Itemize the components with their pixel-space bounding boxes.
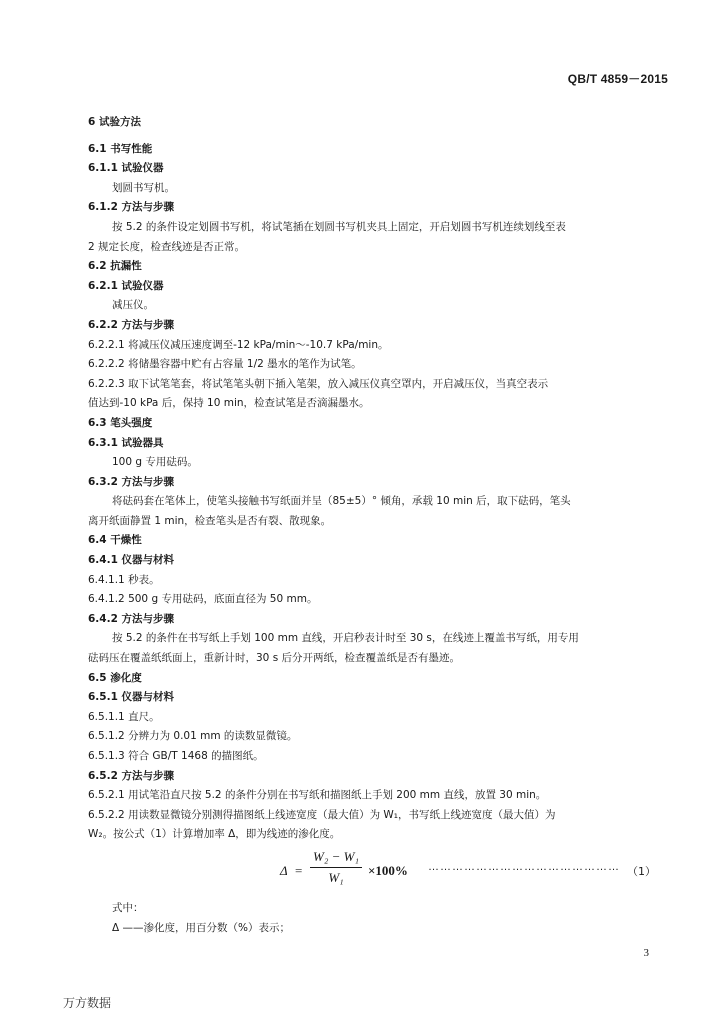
standard-code: QB/T 4859－2015 bbox=[567, 72, 668, 86]
clause-text: 6.5.1.3 符合 GB/T 1468 的描图纸。 bbox=[88, 750, 264, 762]
clause-text: 6.2.2.2 将储墨容器中贮有占容量 1/2 墨水的笔作为试笔。 bbox=[88, 358, 362, 371]
formula-fraction bbox=[310, 849, 362, 886]
clause-heading: 6.5.2 方法与步骤 bbox=[88, 769, 175, 782]
clause-heading: 6.3 笔头强度 bbox=[88, 416, 153, 429]
clause-text: 按 5.2 的条件设定划圆书写机，将试笔插在划圆书写机夹具上固定，开启划圆书写机连续划线至表 bbox=[112, 220, 566, 233]
clause-heading: 6.5 渗化度 bbox=[88, 671, 142, 684]
clause-text: 100 g 专用砝码。 bbox=[112, 456, 198, 469]
clause-heading: 6.3.2 方法与步骤 bbox=[88, 475, 175, 488]
clause-heading: 6.4.1 仪器与材料 bbox=[88, 554, 175, 567]
formula-equals: = bbox=[295, 862, 303, 878]
clause-heading: 6.2.2 方法与步骤 bbox=[88, 318, 175, 331]
clause-heading: 6.4.2 方法与步骤 bbox=[88, 612, 175, 625]
clause-heading: 6 试验方法 bbox=[88, 116, 141, 128]
clause-text: 6.4.1.1 秒表。 bbox=[88, 573, 160, 586]
formula-denominator: W₁ bbox=[328, 869, 344, 885]
clause-text: 值达到-10 kPa 后，保持 10 min，检查试笔是否滴漏墨水。 bbox=[88, 397, 370, 410]
clause-list bbox=[88, 113, 666, 845]
clause-text: 6.2.2.1 将减压仪减压速度调至-12 kPa/min～-10.7 kPa/min。 bbox=[88, 338, 389, 351]
clause-heading: 6.1 书写性能 bbox=[88, 142, 153, 155]
clause-heading: 6.3.1 试验器具 bbox=[88, 436, 164, 449]
clause-heading: 6.5.1 仪器与材料 bbox=[88, 691, 175, 704]
clause-text: 将砝码套在笔体上，使笔头接触书写纸面并呈（85±5）° 倾角，承载 10 min 后，取下砝码，笔头 bbox=[112, 495, 571, 508]
clause-heading: 6.1.1 试验仪器 bbox=[88, 162, 164, 175]
clause-heading: 6.2.1 试验仪器 bbox=[88, 279, 164, 292]
clause-heading: 6.2 抗漏性 bbox=[88, 260, 142, 273]
clause-text: 式中： bbox=[112, 901, 144, 914]
clause-text: 划圆书写机。 bbox=[112, 181, 175, 194]
clause-text: 6.5.1.1 直尺。 bbox=[88, 710, 160, 723]
formula-times-100: ×100% bbox=[368, 862, 408, 878]
where-list bbox=[88, 899, 666, 938]
clause-text: 离开纸面静置 1 min，检查笔头是否有裂、散现象。 bbox=[88, 514, 332, 527]
clause-text: 减压仪。 bbox=[112, 299, 154, 312]
clause-text: 6.4.1.2 500 g 专用砝码，底面直径为 50 mm。 bbox=[88, 593, 318, 606]
clause-heading: 6.4 干燥性 bbox=[88, 534, 142, 547]
page-number: 3 bbox=[643, 947, 649, 959]
clause-text: 砝码压在覆盖纸纸面上，重新计时，30 s 后分开两纸，检查覆盖纸是否有墨迹。 bbox=[88, 652, 461, 665]
document-body bbox=[88, 113, 666, 938]
spacer bbox=[88, 133, 666, 140]
clause-text: 6.5.2.1 用试笔沿直尺按 5.2 的条件分别在书写纸和描图纸上手划 200 mm 直线，放置 30 min。 bbox=[88, 789, 547, 802]
formula-numerator: W₂ − W₁ bbox=[310, 849, 362, 868]
clause-text: 6.2.2.3 取下试笔笔套，将试笔笔头朝下插入笔架，放入减压仪真空罩内，开启减压仪，当真空表示 bbox=[88, 377, 549, 390]
formula-leader-dots: ………………………………………… bbox=[428, 860, 620, 873]
clause-text: 按 5.2 的条件在书写纸上手划 100 mm 直线，开启秒表计时至 30 s，在线迹上覆盖书写纸，用专用 bbox=[112, 632, 579, 645]
clause-text: 6.5.1.2 分辨力为 0.01 mm 的读数显微镜。 bbox=[88, 730, 298, 743]
clause-text: 2 规定长度，检查线迹是否正常。 bbox=[88, 240, 246, 253]
formula-number: （1） bbox=[627, 864, 656, 878]
clause-heading: 6.1.2 方法与步骤 bbox=[88, 201, 175, 214]
clause-text: Δ ——渗化度，用百分数（%）表示； bbox=[112, 921, 290, 934]
formula-1 bbox=[88, 849, 666, 899]
clause-text: 6.5.2.2 用读数显微镜分别测得描图纸上线迹宽度（最大值）为 W₁，书写纸上线迹宽度（最大值）为 bbox=[88, 808, 556, 821]
watermark: 万方数据 bbox=[63, 996, 112, 1010]
formula-lhs: Δ bbox=[280, 862, 288, 878]
clause-text: W₂。按公式（1）计算增加率 Δ，即为线迹的渗化度。 bbox=[88, 828, 341, 841]
